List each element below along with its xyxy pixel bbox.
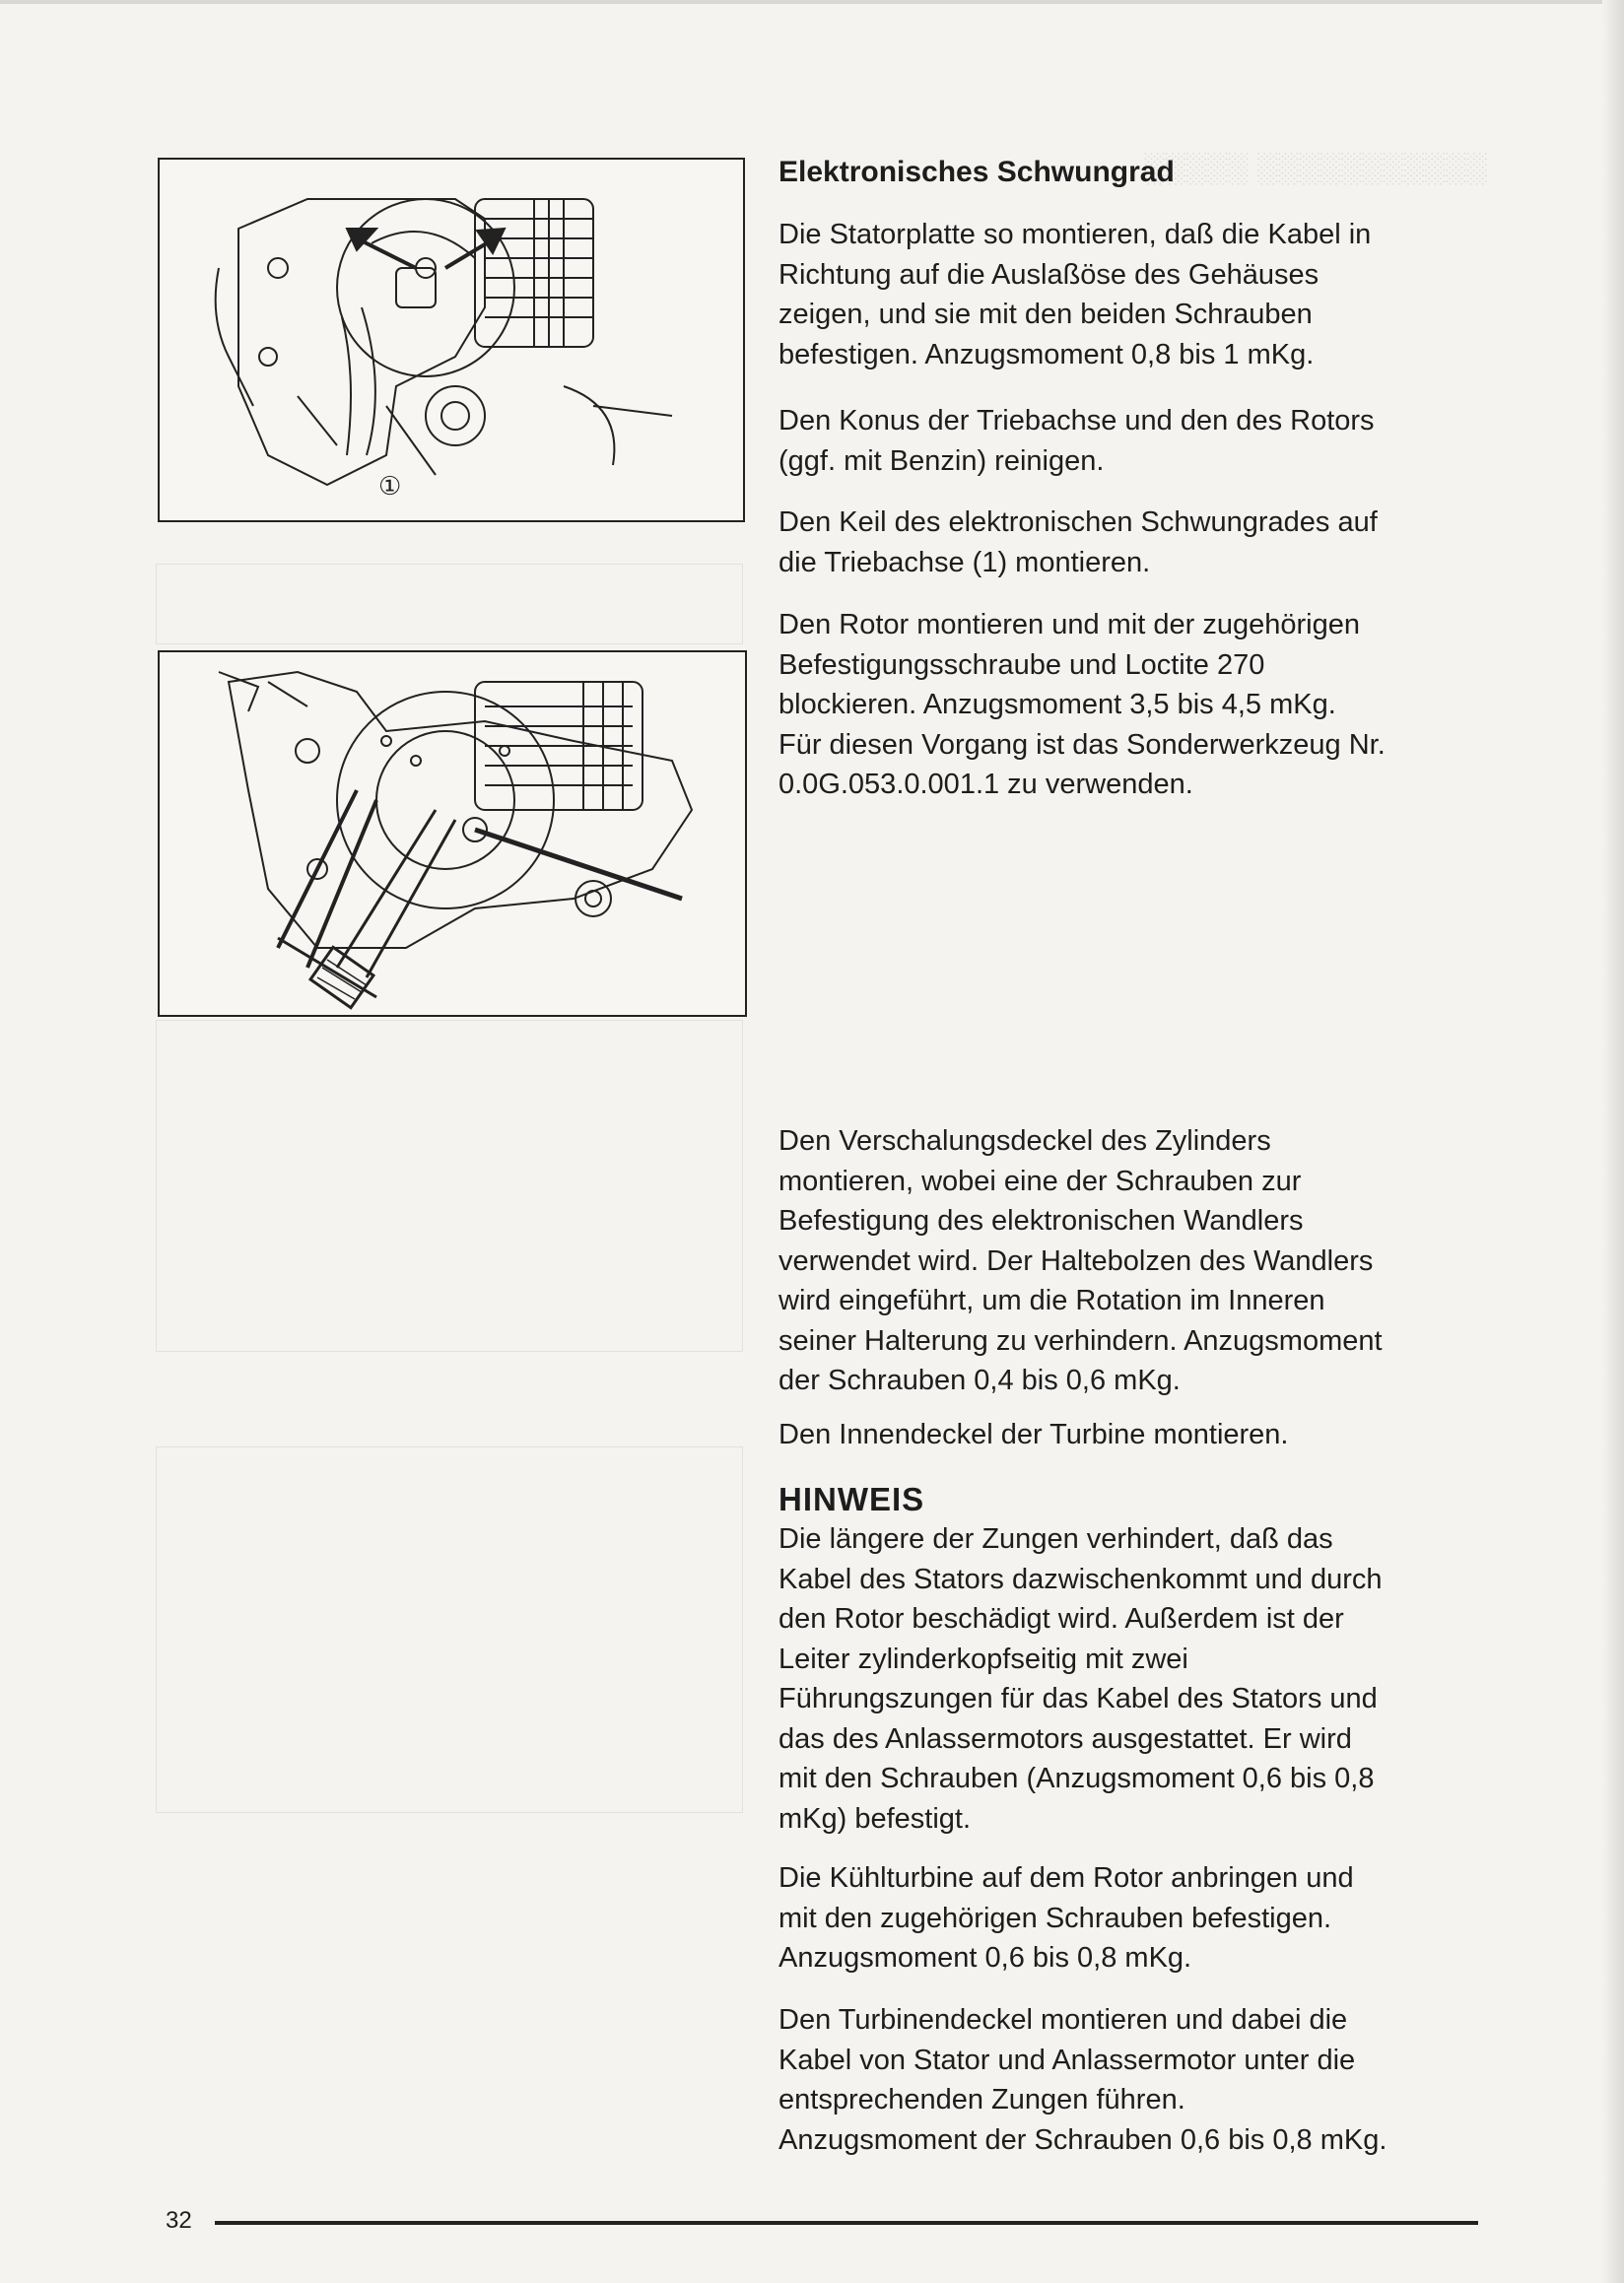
paragraph-key: Den Keil des elektronischen Schwungrades auf die Triebachse (1) montieren. [778, 506, 1378, 578]
paragraph-rotor: Den Rotor montieren und mit der zugehörigen Befestigungsschraube und Loctite 270 blockieren. Anzugsmoment 3,5 bis 4,5 mKg. Für diesen Vorgang ist das Sonderwerkzeug Nr. 0.0G.053.0.001.1 zu verwenden. [778, 609, 1386, 800]
note-paragraph-cooling-turbine: Die Kühlturbine auf dem Rotor anbringen und mit den zugehörigen Schrauben befestigen. Anzugsmoment 0,6 bis 0,8 mKg. [778, 1862, 1354, 1974]
page-edge [0, 0, 1624, 4]
rotor-tool-figure [158, 650, 747, 1017]
paragraph-clean-cone: Den Konus der Triebachse und den des Rotors (ggf. mit Benzin) reinigen. [778, 405, 1375, 477]
paragraph-cylinder-cover: Den Verschalungsdeckel des Zylinders montieren, wobei eine der Schrauben zur Befestigung des elektronischen Wandlers verwendet wird. Der Haltebolzen des Wandlers wird eingeführt, um die Rotation im Inneren seiner Halterung zu verhindern. Anzugsmoment der Schrauben 0,4 bis 0,6 mKg. [778, 1125, 1383, 1396]
note-paragraph-turbine-cover: Den Turbinendeckel montieren und dabei die Kabel von Stator und Anlassermotor unter die entsprechenden Zungen führen. Anzugsmoment der Schrauben 0,6 bis 0,8 mKg. [778, 2004, 1387, 2156]
stator-plate-drawing [160, 160, 743, 520]
page-number: 32 [166, 2207, 192, 2234]
page-edge-shadow [1602, 0, 1624, 2283]
bleed-through-frame [156, 1446, 743, 1813]
paragraph-turbine-inner-cover: Den Innendeckel der Turbine montieren. [778, 1419, 1289, 1450]
stator-plate-figure [158, 158, 745, 522]
note-paragraph-tongues: Die längere der Zungen verhindert, daß das Kabel des Stators dazwischenkommt und durch den Rotor beschädigt wird. Außerdem ist der Leiter zylinderkopfseitig mit zwei Führungszungen für das Kabel des Stators und das des Anlassermotors ausgestattet. Er wird mit den Schrauben (Anzugsmoment 0,6 bis 0,8 mKg) befestigt. [778, 1523, 1383, 1835]
rotor-tool-drawing [160, 652, 745, 1015]
bleed-through-text: ░░░░░░░░░░░ ░░░░░ [1144, 152, 1488, 184]
bleed-through-frame [156, 1020, 743, 1352]
paragraph-stator-plate: Die Statorplatte so montieren, daß die Kabel in Richtung auf die Auslaßöse des Gehäuses zeigen, und sie mit den beiden Schrauben befestigen. Anzugsmoment 0,8 bis 1 mKg. [778, 219, 1372, 370]
section-title: Elektronisches Schwungrad [778, 156, 1175, 188]
footer-rule [215, 2221, 1478, 2225]
figure-callout-1: ① [378, 472, 402, 502]
note-heading: HINWEIS [778, 1481, 925, 1517]
bleed-through-frame [156, 564, 743, 644]
